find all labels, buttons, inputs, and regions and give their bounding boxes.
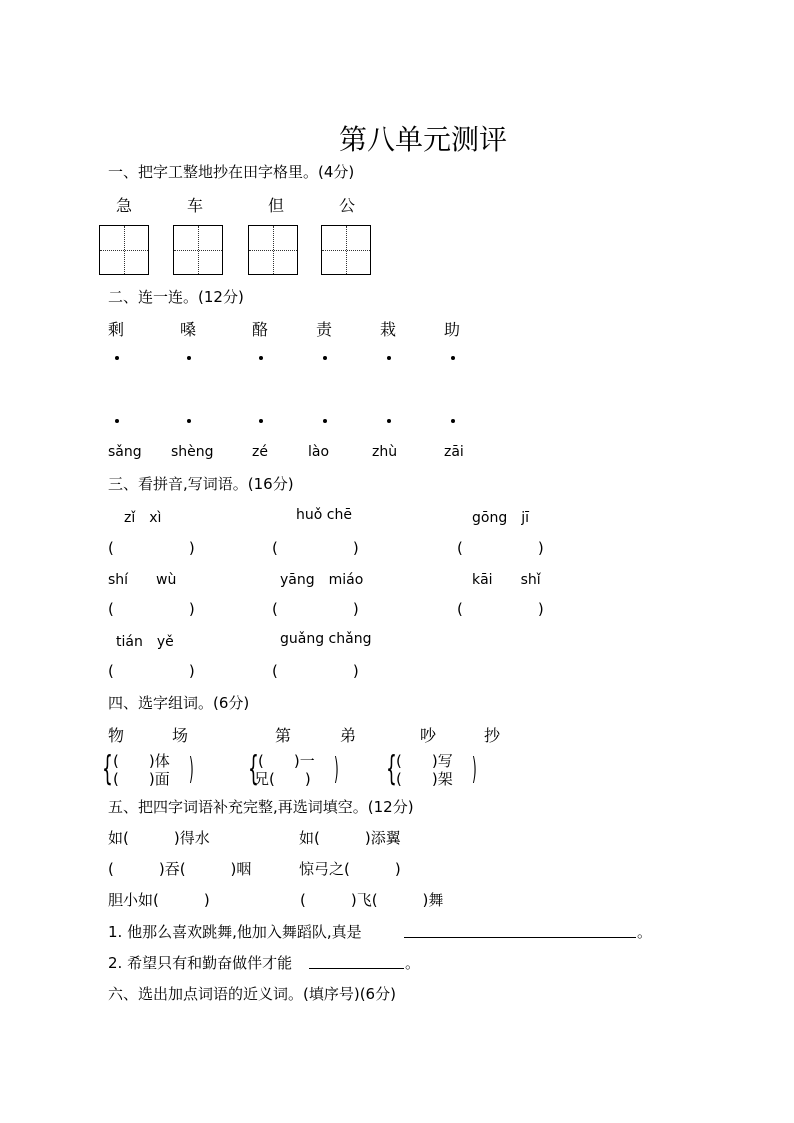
- left-brace-3: {: [386, 749, 397, 789]
- match-dot-top-1[interactable]: [115, 356, 119, 360]
- s1-char-4: 公: [339, 196, 356, 215]
- s2-char-6: 助: [444, 320, 461, 339]
- s2-char-3: 酪: [252, 320, 269, 339]
- s3-pinyin-3: gōng jī: [472, 510, 529, 526]
- section-5-heading: 五、把四字词语补充完整,再选词填空。(12分): [108, 798, 414, 816]
- right-paren-2: ): [334, 752, 339, 787]
- section-3-heading: 三、看拼音,写词语。(16分): [108, 475, 294, 493]
- s4-char-6: 抄: [484, 726, 501, 745]
- s3-answer-7[interactable]: ( ): [108, 662, 195, 680]
- left-brace-2: {: [248, 749, 259, 789]
- s4-g2-item-2[interactable]: 兄( ): [254, 770, 311, 788]
- page-title: 第八单元测评: [339, 123, 508, 156]
- s2-pinyin-2: shèng: [171, 444, 214, 460]
- s4-g3-item-2[interactable]: ( )架: [396, 770, 453, 788]
- s4-char-5: 吵: [420, 726, 437, 745]
- s5-idiom-2[interactable]: 如( )添翼: [299, 829, 401, 847]
- s3-pinyin-1: zǐ xì: [124, 510, 162, 526]
- match-dot-bottom-2[interactable]: [187, 419, 191, 423]
- section-2-heading: 二、连一连。(12分): [108, 288, 244, 306]
- tianzige-box-3[interactable]: [248, 225, 298, 275]
- section-4-heading: 四、选字组词。(6分): [108, 694, 250, 712]
- s5-question-2: 2. 希望只有和勤奋做伴才能: [108, 954, 293, 972]
- s4-char-3: 第: [275, 726, 292, 745]
- s4-g2-item-1[interactable]: ( )一: [258, 752, 315, 770]
- match-dot-top-6[interactable]: [451, 356, 455, 360]
- match-dot-bottom-5[interactable]: [387, 419, 391, 423]
- left-brace-1: {: [102, 749, 113, 789]
- s5-idiom-1[interactable]: 如( )得水: [108, 829, 210, 847]
- right-paren-3: ): [472, 752, 477, 787]
- match-dot-bottom-3[interactable]: [259, 419, 263, 423]
- s5-idiom-6[interactable]: ( )飞( )舞: [300, 891, 444, 909]
- s4-g3-item-1[interactable]: ( )写: [396, 752, 453, 770]
- s3-answer-1[interactable]: ( ): [108, 539, 195, 557]
- s5-blank-1[interactable]: [404, 937, 636, 938]
- s2-pinyin-3: zé: [252, 444, 268, 460]
- s3-answer-5[interactable]: ( ): [272, 600, 359, 618]
- s3-answer-8[interactable]: ( ): [272, 662, 359, 680]
- s2-pinyin-4: lào: [308, 444, 330, 460]
- s5-idiom-5[interactable]: 胆小如( ): [108, 891, 210, 909]
- match-dot-bottom-1[interactable]: [115, 419, 119, 423]
- s3-answer-6[interactable]: ( ): [457, 600, 544, 618]
- s3-pinyin-4: shí wù: [108, 572, 177, 588]
- section-6-heading: 六、选出加点词语的近义词。(填序号)(6分): [108, 985, 396, 1003]
- tianzige-box-4[interactable]: [321, 225, 371, 275]
- s2-pinyin-5: zhù: [372, 444, 398, 460]
- s2-char-4: 责: [316, 320, 333, 339]
- s3-pinyin-6: kāi shǐ: [472, 572, 541, 588]
- s3-pinyin-2: huǒ chē: [296, 507, 352, 523]
- s1-char-2: 车: [187, 196, 204, 215]
- s5-question-1: 1. 他那么喜欢跳舞,他加入舞蹈队,真是: [108, 923, 362, 941]
- match-dot-top-4[interactable]: [323, 356, 327, 360]
- s2-char-5: 栽: [380, 320, 397, 339]
- s2-char-1: 剩: [108, 320, 125, 339]
- s3-pinyin-8: guǎng chǎng: [280, 631, 372, 647]
- s4-char-2: 场: [172, 726, 189, 745]
- s3-answer-3[interactable]: ( ): [457, 539, 544, 557]
- s5-idiom-4[interactable]: 惊弓之( ): [299, 860, 401, 878]
- s4-char-1: 物: [108, 726, 125, 745]
- s3-pinyin-7: tián yě: [116, 634, 174, 650]
- s4-g1-item-2[interactable]: ( )面: [113, 770, 170, 788]
- s4-g1-item-1[interactable]: ( )体: [113, 752, 170, 770]
- s5-idiom-3[interactable]: ( )吞( )咽: [108, 860, 252, 878]
- s3-pinyin-5: yāng miáo: [280, 572, 364, 588]
- match-dot-top-3[interactable]: [259, 356, 263, 360]
- s3-answer-4[interactable]: ( ): [108, 600, 195, 618]
- s2-char-2: 嗓: [180, 320, 197, 339]
- s2-pinyin-6: zāi: [444, 444, 464, 460]
- s2-pinyin-1: sǎng: [108, 444, 142, 460]
- s4-char-4: 弟: [340, 726, 357, 745]
- right-paren-1: ): [189, 752, 194, 787]
- tianzige-box-2[interactable]: [173, 225, 223, 275]
- section-1-heading: 一、把字工整地抄在田字格里。(4分): [108, 163, 355, 181]
- match-dot-bottom-6[interactable]: [451, 419, 455, 423]
- s3-answer-2[interactable]: ( ): [272, 539, 359, 557]
- match-dot-top-2[interactable]: [187, 356, 191, 360]
- tianzige-box-1[interactable]: [99, 225, 149, 275]
- s1-char-1: 急: [116, 196, 133, 215]
- match-dot-bottom-4[interactable]: [323, 419, 327, 423]
- match-dot-top-5[interactable]: [387, 356, 391, 360]
- s5-question-1-end: 。: [637, 923, 653, 941]
- s1-char-3: 但: [268, 196, 285, 215]
- s5-blank-2[interactable]: [309, 968, 404, 969]
- s5-question-2-end: 。: [405, 954, 421, 972]
